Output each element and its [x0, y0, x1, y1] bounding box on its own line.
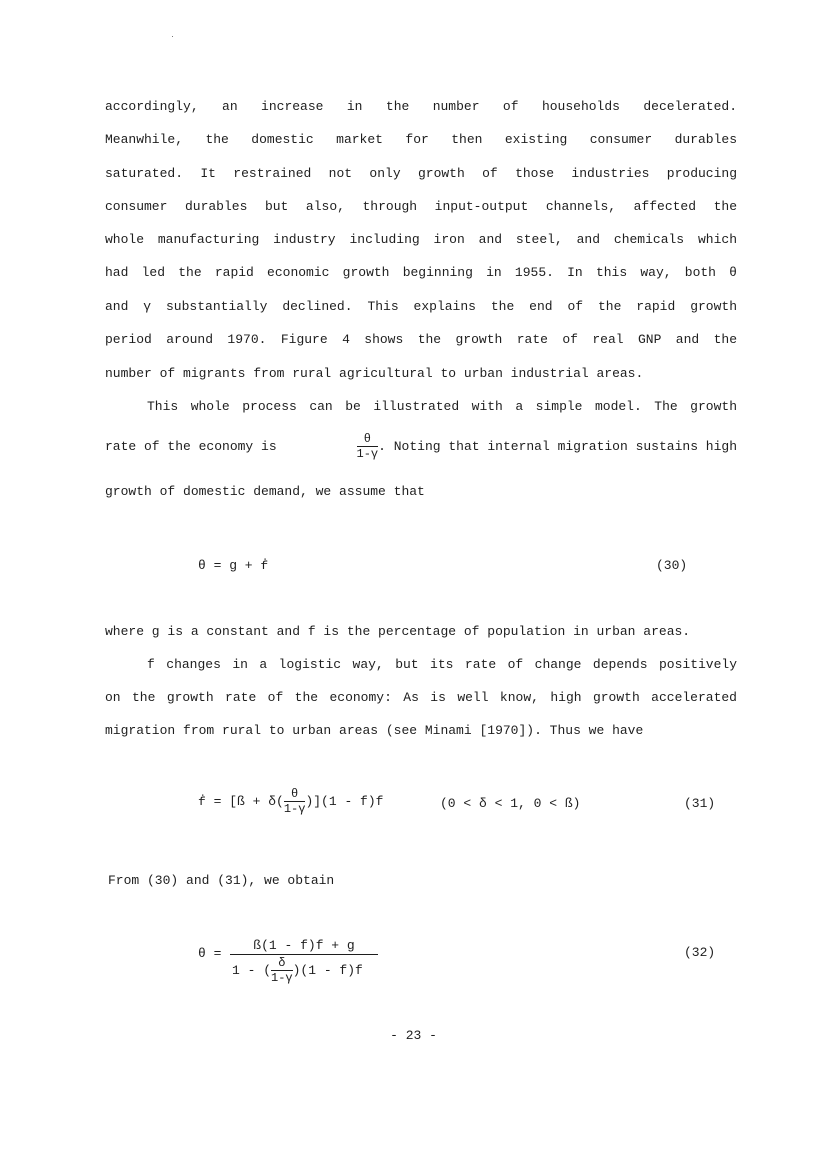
body-text-line: had led the rapid economic growth beginning in 1955. In this way, both θ: [105, 265, 737, 280]
fraction-numerator: θ: [284, 788, 306, 802]
equation-lhs: ḟ = [ß + δ(: [198, 794, 284, 809]
text-segment: rate of the economy is: [105, 439, 277, 454]
text-segment: . Noting that internal migration sustains high: [378, 439, 737, 454]
equation-number-32: (32): [684, 945, 716, 960]
body-text-line: accordingly, an increase in the number of households decelerated.: [105, 99, 737, 114]
equation-31: [198, 788, 383, 815]
fraction-theta-over-one-minus-gamma: [284, 788, 306, 815]
fraction-denominator: 1-γ: [271, 971, 293, 985]
fraction-theta-over-one-minus-gamma: [357, 433, 379, 460]
equation-30: θ = g + ḟ: [198, 558, 269, 573]
body-text-line: number of migrants from rural agricultural to urban industrial areas.: [105, 366, 644, 381]
body-text-line: saturated. It restrained not only growth of those industries producing: [105, 166, 737, 181]
body-text-line: Meanwhile, the domestic market for then existing consumer durables: [105, 132, 737, 147]
body-text-line: period around 1970. Figure 4 shows the growth rate of real GNP and the: [105, 332, 737, 347]
denominator-end: )(1 - f)f: [292, 963, 363, 978]
fraction-numerator: δ: [271, 957, 293, 971]
body-text-line: on the growth rate of the economy: As is well know, high growth accelerated: [105, 690, 737, 705]
body-text-line: whole manufacturing industry including iron and steel, and chemicals which: [105, 232, 737, 247]
body-text-line: This whole process can be illustrated with a simple model. The growth: [147, 399, 737, 414]
page-number: - 23 -: [390, 1028, 437, 1043]
body-text-line: From (30) and (31), we obtain: [108, 873, 335, 888]
fraction-numerator: θ: [357, 433, 379, 447]
fraction-denominator: 1-γ: [356, 447, 379, 461]
body-text-line: f changes in a logistic way, but its rate of change depends positively: [147, 657, 737, 672]
equation-rhs: )](1 - f)f: [305, 794, 384, 809]
body-text-line: and γ substantially declined. This explains the end of the rapid growth: [105, 299, 737, 314]
body-text-line: where g is a constant and f is the percentage of population in urban areas.: [105, 624, 691, 639]
scan-speck: [172, 36, 173, 37]
fraction-delta-over-one-minus-gamma: [271, 957, 293, 984]
equation-32-numerator: ß(1 - f)f + g: [230, 938, 378, 955]
equation-number-31: (31): [684, 796, 716, 811]
denominator-start: 1 - (: [232, 963, 272, 978]
inline-math: [357, 433, 737, 460]
body-text-line: migration from rural to urban areas (see Minami [1970]). Thus we have: [105, 723, 644, 738]
equation-31-condition: (0 < δ < 1, 0 < ß): [440, 796, 581, 811]
equation-32-denominator: [232, 957, 363, 984]
body-text-line-with-fraction: [105, 433, 737, 460]
fraction-denominator: 1-γ: [283, 802, 306, 816]
body-text-line: growth of domestic demand, we assume that: [105, 484, 425, 499]
equation-number-30: (30): [656, 558, 688, 573]
body-text-line: consumer durables but also, through input-output channels, affected the: [105, 199, 737, 214]
equation-32-lhs: θ =: [198, 946, 222, 961]
